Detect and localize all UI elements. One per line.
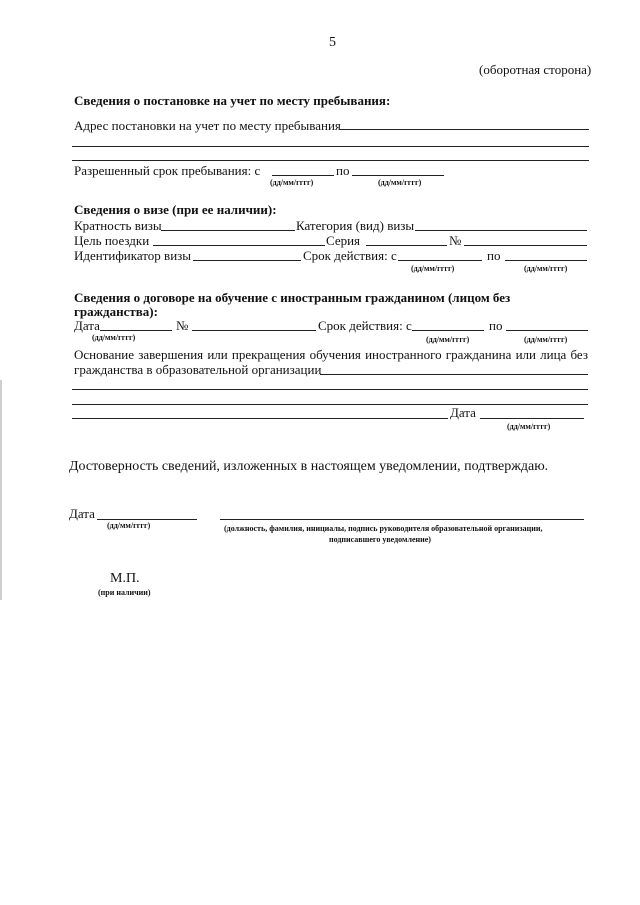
contract-date-label: Дата	[74, 318, 100, 333]
visa-id-field[interactable]	[193, 260, 301, 261]
contract-validity-label: Срок действия: с	[318, 318, 412, 333]
contract-validity-to-field[interactable]	[506, 330, 588, 331]
stamp-label: М.П.	[110, 571, 140, 586]
date-format-hint: (дд/мм/гггг)	[524, 264, 568, 273]
date-format-hint: (дд/мм/гггг)	[411, 264, 455, 273]
date-format-hint: (дд/мм/гггг)	[92, 333, 136, 342]
visa-heading: Сведения о визе (при ее наличии):	[74, 202, 277, 217]
date-format-hint: (дд/мм/гггг)	[507, 422, 551, 431]
grounds-word: иностранного	[365, 347, 442, 362]
date-format-hint: (дд/мм/гггг)	[524, 335, 568, 344]
contract-grounds-field[interactable]	[320, 374, 588, 375]
contract-heading: Сведения о договоре на обучение с иностранным гражданином (лицом без	[74, 290, 511, 305]
contract-validity-from-field[interactable]	[412, 330, 484, 331]
page-number: 5	[329, 35, 336, 50]
visa-category-field[interactable]	[415, 230, 587, 231]
signature-date-label: Дата	[69, 506, 95, 521]
residence-address-field-line3[interactable]	[72, 160, 589, 161]
contract-grounds-text-cont: гражданства в образовательной организации	[74, 362, 322, 377]
confirmation-text: Достоверность сведений, изложенных в настоящем уведомлении, подтверждаю.	[69, 459, 549, 474]
visa-category-label: Категория (вид) визы	[296, 218, 415, 233]
grounds-word: без	[570, 347, 588, 362]
visa-series-label: Серия	[326, 233, 361, 248]
visa-purpose-field[interactable]	[153, 245, 325, 246]
side-note: (оборотная сторона)	[479, 62, 592, 77]
visa-number-sign: №	[449, 233, 462, 248]
scan-edge	[0, 380, 2, 600]
visa-id-label: Идентификатор визы	[74, 248, 192, 263]
date-format-hint: (дд/мм/гггг)	[107, 521, 151, 530]
contract-grounds-text	[74, 347, 588, 362]
date-format-hint: (дд/мм/гггг)	[270, 178, 314, 187]
signature-caption-cont: подписавшего уведомление)	[329, 535, 431, 544]
residence-address-field-line2[interactable]	[72, 146, 589, 147]
visa-po-label: по	[487, 248, 501, 263]
contract-number-field[interactable]	[192, 330, 316, 331]
grounds-word: лица	[540, 347, 567, 362]
contract-end-date-field[interactable]	[480, 418, 584, 419]
contract-grounds-field-line3[interactable]	[72, 404, 588, 405]
signature-caption: (должность, фамилия, инициалы, подпись руководителя образовательной организации,	[224, 524, 543, 533]
residence-period-from-field[interactable]	[272, 175, 334, 176]
grounds-word: гражданина	[445, 347, 512, 362]
visa-series-field[interactable]	[366, 245, 447, 246]
signature-field[interactable]	[220, 519, 584, 520]
contract-number-sign: №	[176, 318, 189, 333]
contract-end-date-label: Дата	[450, 405, 476, 420]
visa-multiplicity-label: Кратность визы	[74, 218, 162, 233]
grounds-word: обучения	[309, 347, 361, 362]
residence-heading: Сведения о постановке на учет по месту пребывания:	[74, 93, 391, 108]
contract-grounds-field-line4[interactable]	[72, 418, 448, 419]
visa-validity-to-field[interactable]	[505, 260, 587, 261]
stamp-note: (при наличии)	[98, 588, 151, 597]
visa-validity-from-field[interactable]	[398, 260, 482, 261]
residence-address-label: Адрес постановки на учет по месту пребывания	[74, 118, 341, 133]
grounds-word: завершения	[138, 347, 204, 362]
date-format-hint: (дд/мм/гггг)	[426, 335, 470, 344]
contract-heading-cont: гражданства):	[74, 304, 158, 319]
grounds-word: прекращения	[231, 347, 306, 362]
visa-multiplicity-field[interactable]	[161, 230, 295, 231]
residence-period-to-field[interactable]	[352, 175, 444, 176]
visa-validity-label: Срок действия: с	[303, 248, 397, 263]
contract-grounds-field-line2[interactable]	[72, 389, 588, 390]
residence-period-label: Разрешенный срок пребывания: с	[74, 163, 261, 178]
grounds-word: или	[207, 347, 228, 362]
residence-address-field[interactable]	[339, 129, 589, 130]
contract-date-field[interactable]	[100, 330, 172, 331]
residence-po-label: по	[336, 163, 350, 178]
grounds-word: или	[515, 347, 536, 362]
contract-po-label: по	[489, 318, 503, 333]
visa-number-field[interactable]	[464, 245, 587, 246]
visa-purpose-label: Цель поездки	[74, 233, 150, 248]
signature-date-field[interactable]	[97, 519, 197, 520]
grounds-word: Основание	[74, 347, 135, 362]
date-format-hint: (дд/мм/гггг)	[378, 178, 422, 187]
